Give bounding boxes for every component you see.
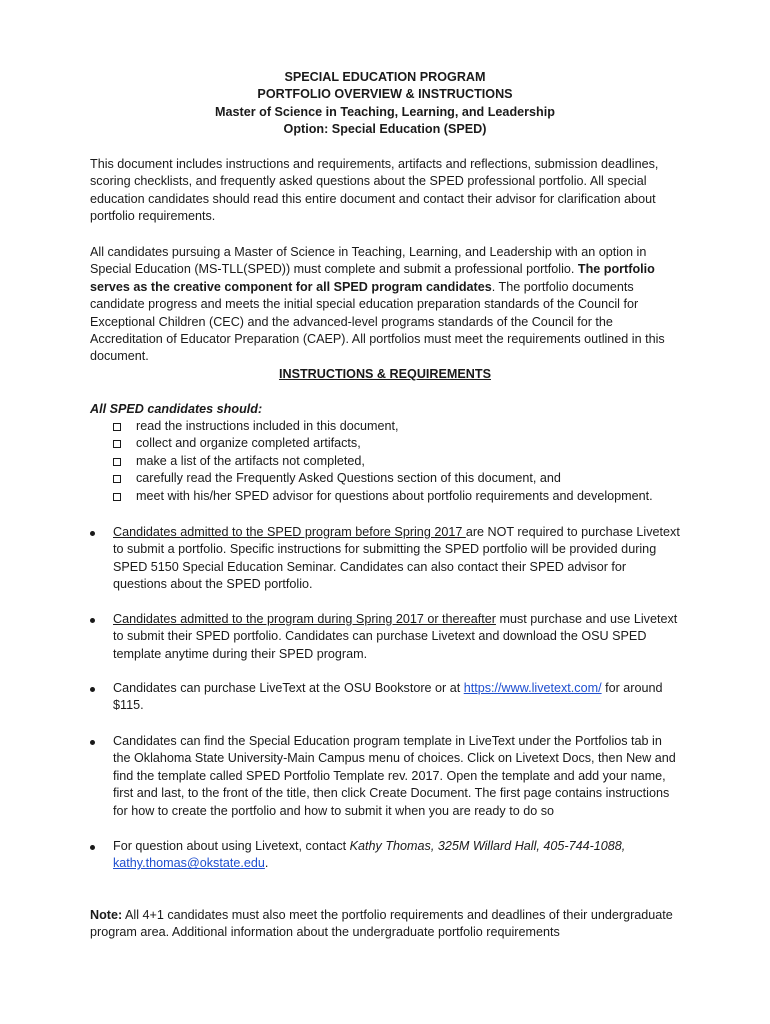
checklist-item-text: collect and organize completed artifacts, (136, 436, 361, 451)
bullet-contact (90, 838, 680, 873)
candidates-text-start: All candidates pursuing a Master of Science in Teaching, Learning, and Leadership with an option in Special Education (MS-TLL(SPED)) must complete and submit a professional portfolio. (90, 245, 647, 277)
bullet-text-end: . (264, 856, 269, 871)
contact-info: Kathy Thomas, 325M Willard Hall, 405-744-1088, (349, 839, 626, 853)
checkbox-icon (113, 423, 121, 431)
candidates-text-end: . The portfolio documents candidate progress and meets the initial special education preparation standards of the Council for Exceptional Children (CEC) and the advanced-level programs standards of the Council for the Accreditation of Educator Preparation (CAEP). All portfolios must meet the requirements outlined in this document. (90, 279, 665, 364)
bullet-before-spring-2017 (90, 524, 680, 594)
bullet-purchase-livetext (90, 680, 680, 715)
bullet-text: must purchase and use Livetext to submit their SPED portfolio. Candidates can purchase Livetext and download the OSU SPED template anytime during their SPED program. (113, 612, 678, 661)
checkbox-icon (113, 475, 121, 483)
bullet-underlined-text: Candidates admitted to the program during Spring 2017 or thereafter (113, 612, 496, 626)
checklist-item-text: meet with his/her SPED advisor for questions about portfolio requirements and development. (136, 488, 653, 503)
candidates-paragraph (90, 244, 680, 366)
bullet-text: Candidates can purchase LiveText at the OSU Bookstore or at (113, 681, 464, 695)
instructions-heading: INSTRUCTIONS & REQUIREMENTS (278, 367, 491, 381)
checklist-item (110, 470, 653, 487)
should-label: All SPED candidates should: (90, 402, 263, 416)
checkbox-icon (113, 458, 121, 466)
candidate-checklist (110, 418, 653, 505)
checklist-item (110, 418, 653, 435)
note-label: Note: (90, 908, 123, 922)
checkbox-icon (113, 440, 121, 448)
bullet-icon (90, 687, 95, 692)
title-line-1: SPECIAL EDUCATION PROGRAM (284, 70, 486, 84)
candidates-text-bold: The portfolio serves as the creative component for all SPED program candidates (90, 262, 655, 294)
note-paragraph (90, 907, 680, 942)
checkbox-icon (113, 493, 121, 501)
bullet-text: are NOT required to purchase Livetext to submit a portfolio. Specific instructions for submitting the SPED portfolio will be provided during SPED 5150 Special Education Seminar. Candidates can also contact their SPED advisor for questions about the SPED portfolio. (113, 525, 680, 592)
checklist-item (110, 435, 653, 452)
email-link[interactable]: kathy.thomas@okstate.edu (113, 856, 265, 871)
bullet-icon (90, 845, 95, 850)
document-title (0, 69, 770, 139)
livetext-link[interactable]: https://www.livetext.com/ (463, 681, 602, 695)
bullet-underlined-text: Candidates admitted to the SPED program before Spring 2017 (113, 525, 466, 539)
bullet-find-template (90, 733, 680, 820)
bullet-icon (90, 531, 95, 536)
bullet-text: Candidates can find the Special Education program template in LiveText under the Portfolios tab in the Oklahoma State University-Main Campus menu of choices. Click on Livetext Docs, then New and find the template called SPED Portfolio Template rev. 2017. Open the template and add your name, first and last, to the front of the title, then click Create Document. The first page contains instructions for how to create the portfolio and how to submit it when you are ready to do so (113, 734, 676, 818)
title-line-4: Option: Special Education (SPED) (283, 122, 487, 137)
checklist-item (110, 488, 653, 505)
checklist-item-text: carefully read the Frequently Asked Questions section of this document, and (136, 471, 561, 486)
bullet-icon (90, 740, 95, 745)
title-line-2: PORTFOLIO OVERVIEW & INSTRUCTIONS (257, 87, 513, 102)
checklist-item-text: make a list of the artifacts not completed, (136, 453, 365, 468)
title-line-3: Master of Science in Teaching, Learning, and Leadership (215, 104, 555, 119)
intro-paragraph: This document includes instructions and requirements, artifacts and reflections, submission deadlines, scoring checklists, and frequently asked questions about the SPED professional portfolio. All special education candidates should read this entire document and contact their advisor for clarification about portfolio requirements. (90, 157, 659, 224)
bullet-text: For question about using Livetext, contact (113, 839, 350, 853)
note-text: All 4+1 candidates must also meet the portfolio requirements and deadlines of their undergraduate program area. Additional information about the undergraduate portfolio requirements (90, 908, 673, 940)
bullet-text-end: for around $115. (113, 681, 663, 713)
checklist-item (110, 453, 653, 470)
bullet-icon (90, 618, 95, 623)
checklist-item-text: read the instructions included in this document, (136, 419, 399, 433)
bullet-after-spring-2017 (90, 611, 680, 663)
